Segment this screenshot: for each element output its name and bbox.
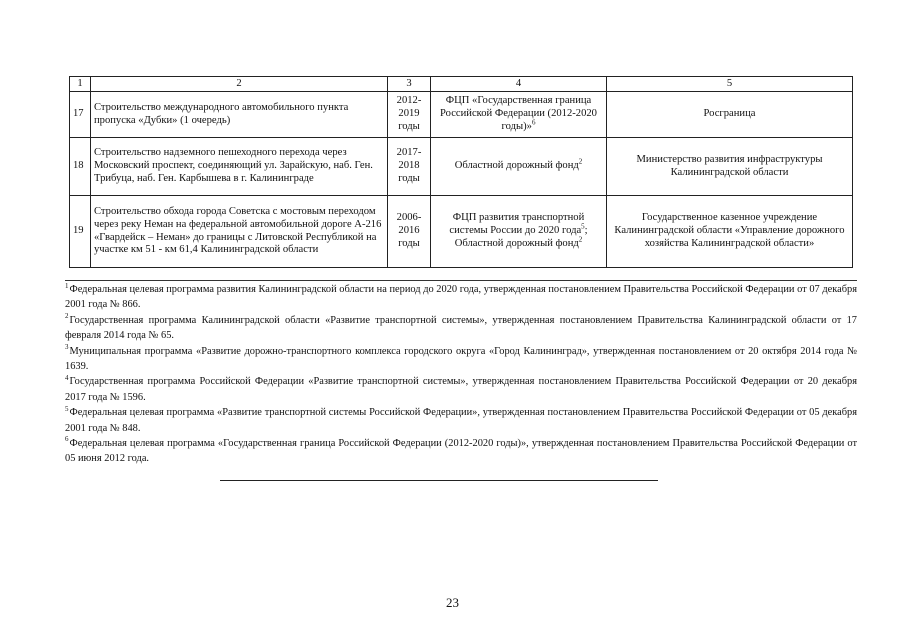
row-years: 2012-2019 годы — [388, 92, 431, 138]
footnote — [65, 344, 857, 375]
row-source-text: ФЦП «Государственная граница Российской Федерации (2012-2020 годы)» — [440, 95, 597, 132]
row-responsible: Государственное казенное учреждение Калининградской области «Управление дорожного хозяйства Калининградской области» — [607, 196, 853, 268]
footnote-ref: 2 — [578, 157, 583, 166]
row-source — [431, 138, 607, 196]
row-responsible: Росграница — [607, 92, 853, 138]
header-col-1: 1 — [70, 77, 91, 92]
table-row — [70, 196, 853, 268]
row-source-text: Областной дорожный фонд — [454, 160, 579, 172]
footnote-mark: 3 — [65, 343, 69, 352]
footnote-text: Федеральная целевая программа «Развитие транспортной системы Российской Федерации», утвержденная постановлением Правительства Российской Федерации от 05 декабря 2001 года № 848. — [65, 407, 857, 434]
footnotes — [65, 280, 857, 467]
table-row — [70, 138, 853, 196]
header-col-5: 5 — [607, 77, 853, 92]
row-responsible: Министерство развития инфраструктуры Калининградской области — [607, 138, 853, 196]
row-source-suffix: ; Областной дорожный фонд — [454, 225, 588, 249]
footnote — [65, 436, 857, 467]
footnote-text: Федеральная целевая программа развития Калининградской области на период до 2020 года, утвержденная постановлением Правительства Российской Федерации от 07 декабря 2001 года № 866. — [65, 284, 857, 311]
table-header-row — [70, 77, 853, 92]
row-number: 18 — [70, 138, 91, 196]
row-source-text: ФЦП развития транспортной системы России до 2020 года — [449, 212, 585, 237]
footnote-text: Государственная программа Калининградской области «Развитие транспортной системы», утвержденная постановлением Правительства Калининградской области от 17 февраля 2014 года № 65. — [65, 314, 857, 342]
row-number: 17 — [70, 92, 91, 138]
footnote-ref: 6 — [531, 118, 536, 127]
footnote — [65, 313, 857, 344]
row-number: 19 — [70, 196, 91, 268]
footnote-text: Государственная программа Российской Федерации «Развитие транспортной системы», утвержденная постановлением Правительства Российской Федерации от 20 декабря 2017 года № 1596. — [65, 376, 857, 403]
footnote-ref: 5 — [581, 222, 585, 231]
page-number: 23 — [446, 595, 459, 610]
footnote-ref: 2 — [578, 235, 583, 244]
header-col-3: 3 — [388, 77, 431, 92]
header-col-4: 4 — [431, 77, 607, 92]
footnote-mark: 2 — [65, 312, 69, 321]
footnote-mark: 1 — [65, 281, 69, 290]
row-name: Строительство международного автомобильного пункта пропуска «Дубки» (1 очередь) — [91, 92, 388, 138]
footnote-text: Федеральная целевая программа «Государственная граница Российской Федерации (2012-2020 годы)», утвержденная постановлением Правительства Российской Федерации от 05 июня 2012 года. — [65, 437, 857, 465]
row-source — [431, 196, 607, 268]
footnote — [65, 374, 857, 405]
footnote-mark: 4 — [65, 373, 69, 382]
row-years: 2017-2018 годы — [388, 138, 431, 196]
program-table — [69, 76, 853, 268]
row-source — [431, 92, 607, 138]
footnote-text: Муниципальная программа «Развитие дорожно-транспортного комплекса городского округа «Город Калининград», утвержденная постановлением от 20 октября 2014 года № 1639. — [65, 345, 857, 372]
row-name: Строительство надземного пешеходного перехода через Московский проспект, соединяющий ул. Зарайскую, наб. Ген. Трибуца, наб. Ген. Карбышева в г. Калининграде — [91, 138, 388, 196]
row-name: Строительство обхода города Советска с мостовым переходом через реку Неман на федеральной автомобильной дороге А-216 «Гвардейск – Неман» до границы с Литовской Республикой на участке км 51 - км 61,4 Калининградской области — [91, 196, 388, 268]
row-years: 2006-2016 годы — [388, 196, 431, 268]
header-col-2: 2 — [91, 77, 388, 92]
footnote — [65, 282, 857, 313]
separator-line — [220, 480, 658, 481]
footnote-mark: 5 — [65, 404, 69, 413]
table-row — [70, 92, 853, 138]
footnote — [65, 405, 857, 436]
footnote-mark: 6 — [65, 435, 69, 444]
